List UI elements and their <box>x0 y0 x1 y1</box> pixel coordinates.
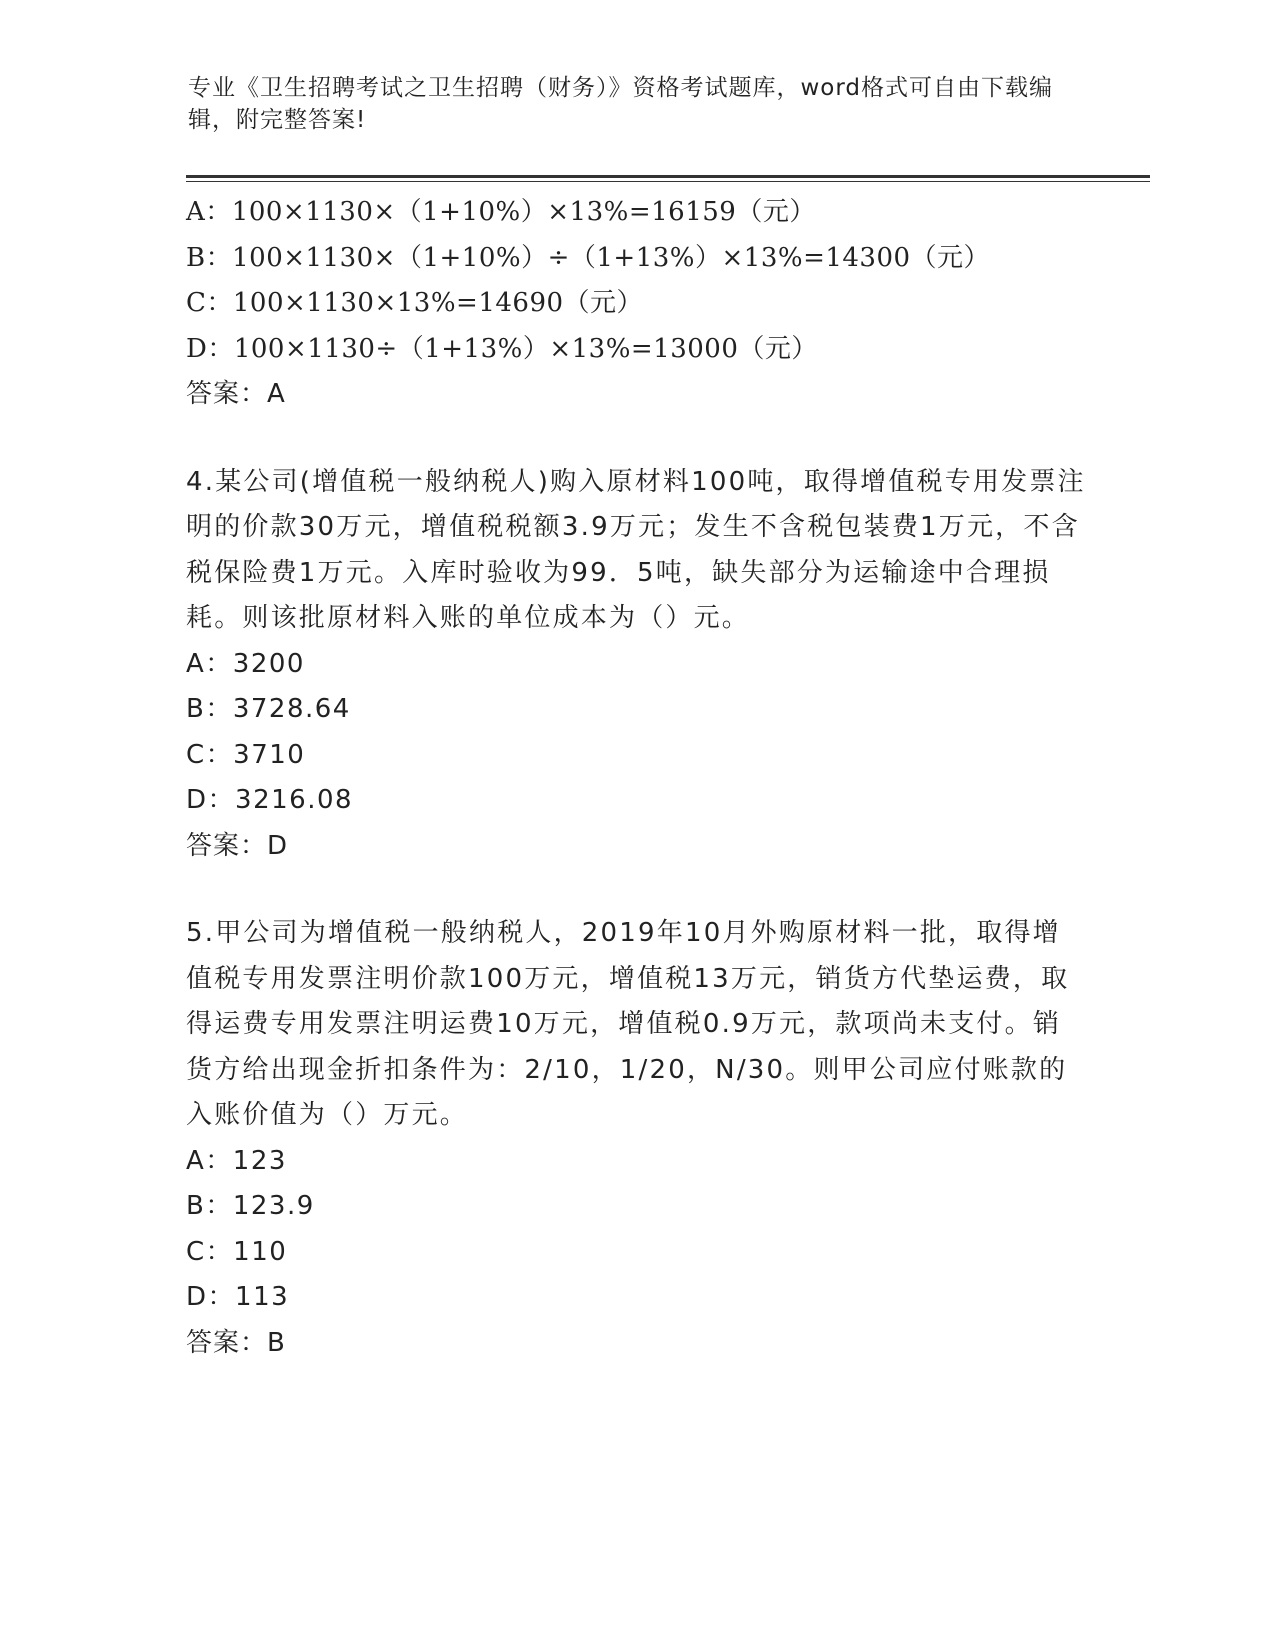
q4-option-b: B：3728.64 <box>186 694 351 724</box>
question-5-block <box>186 911 1086 1366</box>
q4-option-a: A：3200 <box>186 648 305 679</box>
spacer <box>186 418 1086 460</box>
document-header: 专业《卫生招聘考试之卫生招聘（财务）》资格考试题库，word格式可自由下载编辑，附完整答案! <box>188 75 1054 133</box>
q3-option-a: A：100×1130×（1+10%）×13%=16159（元） <box>186 197 816 227</box>
q4-option-c: C：3710 <box>186 739 306 770</box>
q5-option-d: D：113 <box>186 1282 290 1312</box>
question-4-block <box>186 460 1086 870</box>
q3-option-b: B：100×1130×（1+10%）÷（1+13%）×13%=14300（元） <box>186 242 991 273</box>
q3-option-c: C：100×1130×13%=14690（元） <box>186 288 644 318</box>
q5-question-text: 5.甲公司为增值税一般纳税人，2019年10月外购原材料一批，取得增值税专用发票注明价款100万元，增值税13万元，销货方代垫运费，取得运费专用发票注明运费10万元，增值税0.9万元，款项尚未支付。销货方给出现金折扣条件为：2/10，1/20，N/30。则甲公司应付账款的入账价值为（）万元。 <box>186 918 1070 1130</box>
header-divider-thick <box>186 175 1150 178</box>
spacer <box>186 869 1086 911</box>
q5-option-c: C：110 <box>186 1236 288 1267</box>
question-3-block <box>186 190 1086 418</box>
q4-question-text: 4.某公司(增值税一般纳税人)购入原材料100吨，取得增值税专用发票注明的价款30万元，增值税税额3.9万元；发生不含税包装费1万元，不含税保险费1万元。入库时验收为99．5吨，缺失部分为运输途中合理损耗。则该批原材料入账的单位成本为（）元。 <box>186 466 1086 633</box>
q3-answer: 答案：A <box>186 379 286 409</box>
q3-option-d: D：100×1130÷（1+13%）×13%=13000（元） <box>186 333 818 364</box>
q5-answer: 答案：B <box>186 1327 286 1358</box>
document-body <box>186 190 1086 1366</box>
q5-option-b: B：123.9 <box>186 1191 315 1221</box>
q5-option-a: A：123 <box>186 1145 287 1176</box>
q4-option-d: D：3216.08 <box>186 785 354 815</box>
q4-answer: 答案：D <box>186 830 289 861</box>
header-divider-thin <box>186 181 1150 182</box>
